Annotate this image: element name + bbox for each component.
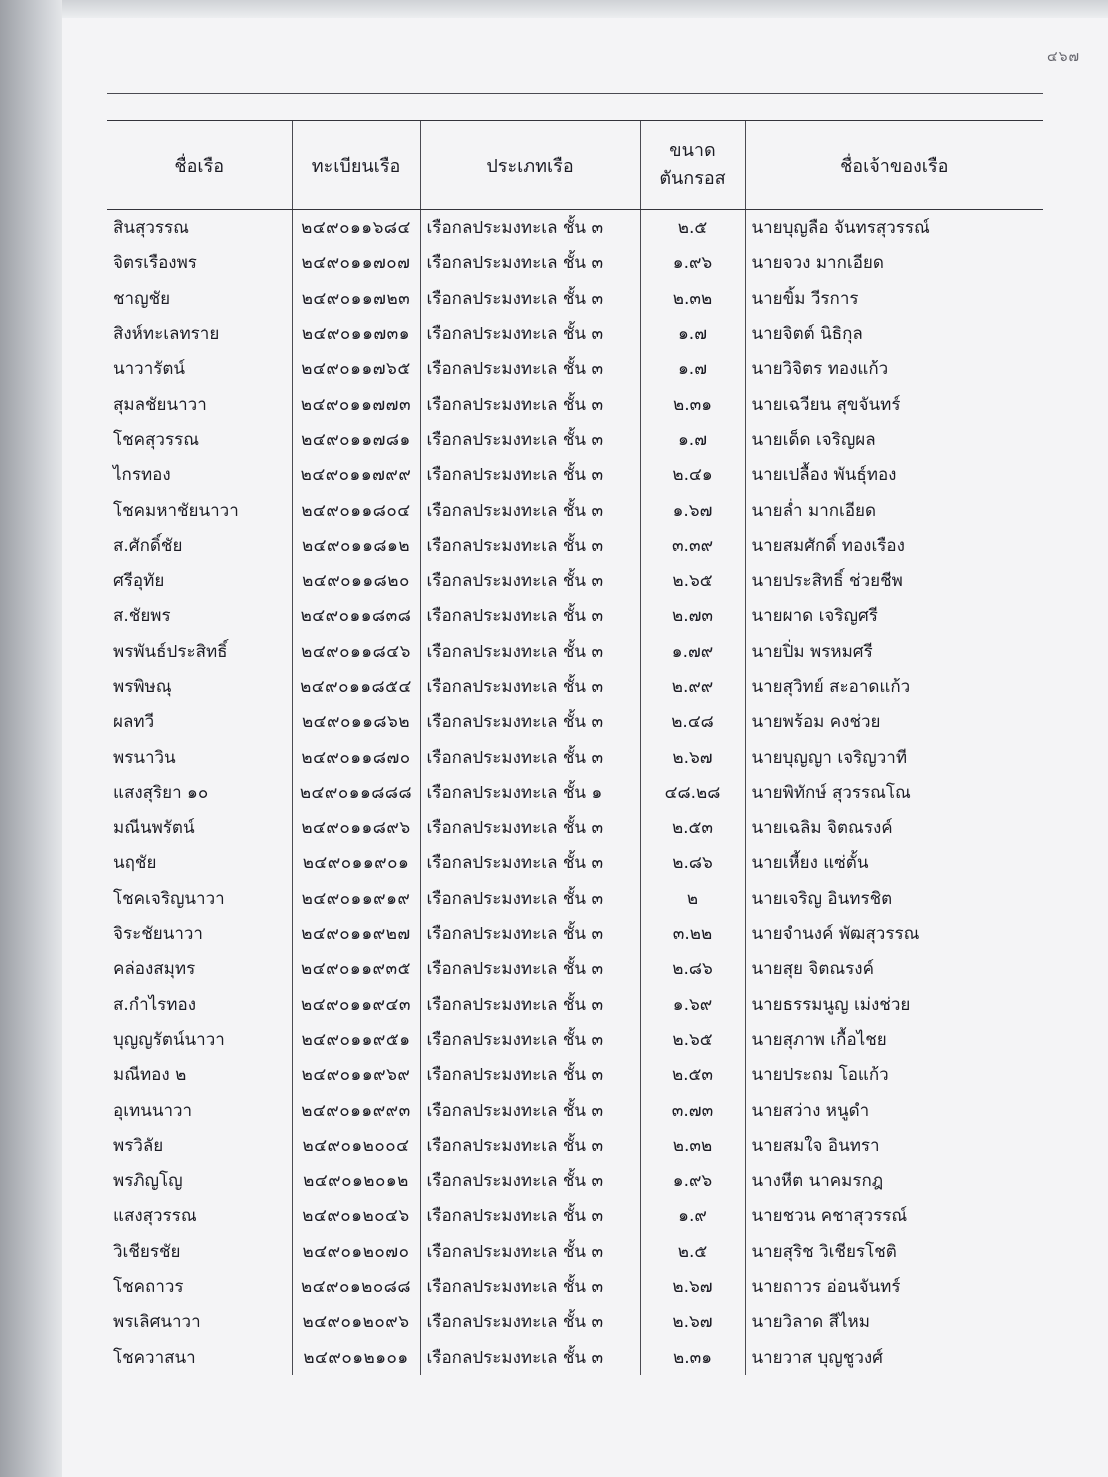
boat-name-cell: โชคถาวร xyxy=(113,1277,184,1298)
boat-name-cell: บุญญรัตน์นาวา xyxy=(113,1029,225,1050)
registration-cell: ๒๔๙๐๑๑๙๔๓ xyxy=(292,987,420,1022)
boat-type-cell: เรือกลประมงทะเล ชั้น ๓ xyxy=(420,1304,640,1339)
owner-cell: นายเหี้ยง แซ่ตั้น xyxy=(745,845,1043,880)
size-cell: ๔๘.๒๘ xyxy=(640,775,745,810)
registration-cell: ๒๔๙๐๑๑๙๒๗ xyxy=(292,916,420,951)
size-cell: ๒.๖๗ xyxy=(640,1304,745,1339)
size-cell: ๑.๙๖ xyxy=(640,1163,745,1198)
table-row xyxy=(107,457,1043,492)
table-row xyxy=(107,1198,1043,1233)
registration-cell: ๒๔๙๐๑๒๑๐๑ xyxy=(292,1340,420,1375)
boat-name-cell: ส.ชัยพร xyxy=(113,606,171,627)
size-cell: ๒.๖๕ xyxy=(640,563,745,598)
size-cell: ๑.๗ xyxy=(640,351,745,386)
owner-cell: นายล่ำ มากเอียด xyxy=(745,492,1043,527)
boat-name-cell: พรพันธ์ประสิทธิ์ xyxy=(113,641,228,662)
boat-type-cell: เรือกลประมงทะเล ชั้น ๓ xyxy=(420,1057,640,1092)
owner-cell: นายเฉวียน สุขจันทร์ xyxy=(745,386,1043,421)
registration-cell: ๒๔๙๐๑๑๗๒๓ xyxy=(292,281,420,316)
boat-type-cell: เรือกลประมงทะเล ชั้น ๓ xyxy=(420,1022,640,1057)
table-row xyxy=(107,245,1043,280)
boat-type-cell: เรือกลประมงทะเล ชั้น ๓ xyxy=(420,881,640,916)
boat-type-cell: เรือกลประมงทะเล ชั้น ๓ xyxy=(420,810,640,845)
owner-cell: นายจวง มากเอียด xyxy=(745,245,1043,280)
owner-cell: นายจิตต์ นิธิกุล xyxy=(745,316,1043,351)
boat-name-cell: นาวารัตน์ xyxy=(113,359,186,380)
size-cell: ๒.๙๙ xyxy=(640,669,745,704)
table-header-row xyxy=(107,121,1043,210)
size-cell: ๒.๕ xyxy=(640,1234,745,1269)
size-cell: ๑.๗๙ xyxy=(640,634,745,669)
owner-cell: นายสุย จิตณรงค์ xyxy=(745,951,1043,986)
header-boat-name: ชื่อเรือ xyxy=(107,121,292,210)
registration-cell: ๒๔๙๐๑๑๘๙๖ xyxy=(292,810,420,845)
owner-cell: นายบุญลือ จันทรสุวรรณ์ xyxy=(745,210,1043,246)
boat-name-cell: โชควาสนา xyxy=(113,1347,196,1368)
table-row xyxy=(107,422,1043,457)
owner-cell: นายผาด เจริญศรี xyxy=(745,598,1043,633)
owner-cell: นายสมศักดิ์ ทองเรือง xyxy=(745,528,1043,563)
registration-cell: ๒๔๙๐๑๑๘๐๔ xyxy=(292,492,420,527)
registration-cell: ๒๔๙๐๑๒๐๐๔ xyxy=(292,1128,420,1163)
size-cell: ๒.๕ xyxy=(640,210,745,246)
table-row xyxy=(107,492,1043,527)
owner-cell: นายธรรมนูญ เม่งช่วย xyxy=(745,987,1043,1022)
size-cell: ๑.๖๗ xyxy=(640,492,745,527)
table-row xyxy=(107,598,1043,633)
boat-type-cell: เรือกลประมงทะเล ชั้น ๓ xyxy=(420,1340,640,1375)
registration-cell: ๒๔๙๐๑๑๘๗๐ xyxy=(292,739,420,774)
table-row xyxy=(107,775,1043,810)
table-row xyxy=(107,634,1043,669)
size-cell: ๒ xyxy=(640,881,745,916)
registration-cell: ๒๔๙๐๑๑๙๓๕ xyxy=(292,951,420,986)
table-row xyxy=(107,1234,1043,1269)
boat-name-cell: พรวิลัย xyxy=(113,1135,164,1156)
boat-type-cell: เรือกลประมงทะเล ชั้น ๓ xyxy=(420,1234,640,1269)
size-cell: ๒.๖๗ xyxy=(640,739,745,774)
top-rule xyxy=(107,93,1043,94)
boat-type-cell: เรือกลประมงทะเล ชั้น ๓ xyxy=(420,916,640,951)
registration-cell: ๒๔๙๐๑๑๘๖๒ xyxy=(292,704,420,739)
boat-type-cell: เรือกลประมงทะเล ชั้น ๓ xyxy=(420,704,640,739)
boat-type-cell: เรือกลประมงทะเล ชั้น ๓ xyxy=(420,281,640,316)
registration-cell: ๒๔๙๐๑๑๗๙๙ xyxy=(292,457,420,492)
table-row xyxy=(107,1022,1043,1057)
page-top-edge xyxy=(62,0,1108,18)
book-binding xyxy=(0,0,62,1477)
owner-cell: นายบุญญา เจริญวาที xyxy=(745,739,1043,774)
boat-name-cell: สุมลชัยนาวา xyxy=(113,394,207,415)
owner-cell: นายพิทักษ์ สุวรรณโณ xyxy=(745,775,1043,810)
owner-cell: นายเฉลิม จิตณรงค์ xyxy=(745,810,1043,845)
boat-name-cell: สินสุวรรณ xyxy=(113,218,189,239)
header-boat-type: ประเภทเรือ xyxy=(420,121,640,210)
size-cell: ๑.๖๙ xyxy=(640,987,745,1022)
size-cell: ๒.๓๒ xyxy=(640,1128,745,1163)
size-cell: ๑.๙ xyxy=(640,1198,745,1233)
header-owner: ชื่อเจ้าของเรือ xyxy=(745,121,1043,210)
boat-name-cell: โชคเจริญนาวา xyxy=(113,888,225,909)
boat-type-cell: เรือกลประมงทะเล ชั้น ๓ xyxy=(420,669,640,704)
boat-name-cell: วิเชียรชัย xyxy=(113,1241,181,1262)
registration-cell: ๒๔๙๐๑๑๘๑๒ xyxy=(292,528,420,563)
boat-type-cell: เรือกลประมงทะเล ชั้น ๓ xyxy=(420,528,640,563)
table-row xyxy=(107,1057,1043,1092)
size-cell: ๒.๔๘ xyxy=(640,704,745,739)
boat-type-cell: เรือกลประมงทะเล ชั้น ๓ xyxy=(420,739,640,774)
registration-cell: ๒๔๙๐๑๒๐๗๐ xyxy=(292,1234,420,1269)
table-row xyxy=(107,704,1043,739)
owner-cell: นายเปลื้อง พันธุ์ทอง xyxy=(745,457,1043,492)
owner-cell: นายประถม โอแก้ว xyxy=(745,1057,1043,1092)
owner-cell: นายสมใจ อินทรา xyxy=(745,1128,1043,1163)
table-row xyxy=(107,1269,1043,1304)
owner-cell: นายจำนงค์ พัฒสุวรรณ xyxy=(745,916,1043,951)
table-row xyxy=(107,210,1043,246)
owner-cell: นายพร้อม คงช่วย xyxy=(745,704,1043,739)
page-number: ๔๖๗ xyxy=(1046,49,1080,65)
boat-name-cell: พรภิญโญ xyxy=(113,1171,183,1192)
boat-type-cell: เรือกลประมงทะเล ชั้น ๓ xyxy=(420,457,640,492)
owner-cell: นายสว่าง หนูดำ xyxy=(745,1092,1043,1127)
boat-type-cell: เรือกลประมงทะเล ชั้น ๓ xyxy=(420,598,640,633)
owner-cell: นายประสิทธิ์ ช่วยชีพ xyxy=(745,563,1043,598)
boat-name-cell: โชคสุวรรณ xyxy=(113,429,199,450)
boat-name-cell: มณีทอง ๒ xyxy=(113,1065,187,1086)
size-cell: ๑.๙๖ xyxy=(640,245,745,280)
owner-cell: นายสุวิทย์ สะอาดแก้ว xyxy=(745,669,1043,704)
size-cell: ๒.๓๑ xyxy=(640,1340,745,1375)
boat-name-cell: โชคมหาชัยนาวา xyxy=(113,500,239,521)
table-row xyxy=(107,386,1043,421)
registration-cell: ๒๔๙๐๑๑๙๙๓ xyxy=(292,1092,420,1127)
table-row xyxy=(107,1163,1043,1198)
boat-type-cell: เรือกลประมงทะเล ชั้น ๓ xyxy=(420,210,640,246)
owner-cell: นายชวน คชาสุวรรณ์ xyxy=(745,1198,1043,1233)
table-row xyxy=(107,881,1043,916)
size-cell: ๓.๓๙ xyxy=(640,528,745,563)
size-cell: ๓.๗๓ xyxy=(640,1092,745,1127)
table-row xyxy=(107,351,1043,386)
boat-name-cell: พรพิษณุ xyxy=(113,677,172,697)
registration-cell: ๒๔๙๐๑๑๙๐๑ xyxy=(292,845,420,880)
table-row xyxy=(107,845,1043,880)
registration-cell: ๒๔๙๐๑๑๗๐๗ xyxy=(292,245,420,280)
boat-registry-table xyxy=(107,120,1043,1375)
boat-name-cell: มณีนพรัตน์ xyxy=(113,818,195,839)
boat-type-cell: เรือกลประมงทะเล ชั้น ๓ xyxy=(420,1198,640,1233)
boat-type-cell: เรือกลประมงทะเล ชั้น ๓ xyxy=(420,845,640,880)
boat-type-cell: เรือกลประมงทะเล ชั้น ๓ xyxy=(420,634,640,669)
registration-cell: ๒๔๙๐๑๑๘๒๐ xyxy=(292,563,420,598)
registration-cell: ๒๔๙๐๑๑๗๘๑ xyxy=(292,422,420,457)
boat-name-cell: คล่องสมุทร xyxy=(113,959,196,980)
registration-cell: ๒๔๙๐๑๑๘๘๘ xyxy=(292,775,420,810)
owner-cell: นางหีต นาคมรกฎ xyxy=(745,1163,1043,1198)
registration-cell: ๒๔๙๐๑๑๙๕๑ xyxy=(292,1022,420,1057)
boat-type-cell: เรือกลประมงทะเล ชั้น ๓ xyxy=(420,492,640,527)
registration-cell: ๒๔๙๐๑๑๙๖๙ xyxy=(292,1057,420,1092)
boat-type-cell: เรือกลประมงทะเล ชั้น ๓ xyxy=(420,1163,640,1198)
table-row xyxy=(107,810,1043,845)
size-cell: ๒.๓๒ xyxy=(640,281,745,316)
boat-name-cell: จิระชัยนาวา xyxy=(113,924,203,945)
registration-cell: ๒๔๙๐๑๒๐๙๖ xyxy=(292,1304,420,1339)
registration-cell: ๒๔๙๐๑๒๐๑๒ xyxy=(292,1163,420,1198)
registration-cell: ๒๔๙๐๑๑๗๓๑ xyxy=(292,316,420,351)
owner-cell: นายวาส บุญชูวงศ์ xyxy=(745,1340,1043,1375)
boat-type-cell: เรือกลประมงทะเล ชั้น ๓ xyxy=(420,351,640,386)
table-row xyxy=(107,1128,1043,1163)
registration-cell: ๒๔๙๐๑๑๗๗๓ xyxy=(292,386,420,421)
size-cell: ๒.๓๑ xyxy=(640,386,745,421)
table-row xyxy=(107,1304,1043,1339)
boat-name-cell: อุเทนนาวา xyxy=(113,1100,193,1121)
size-cell: ๑.๗ xyxy=(640,316,745,351)
owner-cell: นายวิลาด สีไหม xyxy=(745,1304,1043,1339)
table-body xyxy=(107,210,1043,1375)
boat-name-cell: พรนาวิน xyxy=(113,747,176,768)
boat-name-cell: ไกรทอง xyxy=(113,465,171,486)
boat-type-cell: เรือกลประมงทะเล ชั้น ๓ xyxy=(420,386,640,421)
registration-cell: ๒๔๙๐๑๑๘๓๘ xyxy=(292,598,420,633)
size-cell: ๒.๗๓ xyxy=(640,598,745,633)
boat-name-cell: นฤชัย xyxy=(113,853,157,874)
table-row xyxy=(107,563,1043,598)
table-row xyxy=(107,951,1043,986)
owner-cell: นายถาวร อ่อนจันทร์ xyxy=(745,1269,1043,1304)
boat-type-cell: เรือกลประมงทะเล ชั้น ๓ xyxy=(420,245,640,280)
table-row xyxy=(107,316,1043,351)
boat-type-cell: เรือกลประมงทะเล ชั้น ๓ xyxy=(420,563,640,598)
owner-cell: นายสุริช วิเชียรโชติ xyxy=(745,1234,1043,1269)
size-cell: ๒.๖๗ xyxy=(640,1269,745,1304)
table-row xyxy=(107,281,1043,316)
registration-cell: ๒๔๙๐๑๒๐๔๖ xyxy=(292,1198,420,1233)
registration-cell: ๒๔๙๐๑๑๘๔๖ xyxy=(292,634,420,669)
table-row xyxy=(107,916,1043,951)
owner-cell: นายวิจิตร ทองแก้ว xyxy=(745,351,1043,386)
boat-type-cell: เรือกลประมงทะเล ชั้น ๓ xyxy=(420,987,640,1022)
table-row xyxy=(107,739,1043,774)
boat-type-cell: เรือกลประมงทะเล ชั้น ๓ xyxy=(420,1269,640,1304)
boat-name-cell: พรเลิศนาวา xyxy=(113,1312,201,1333)
owner-cell: นายขิ้ม วีรการ xyxy=(745,281,1043,316)
table-row xyxy=(107,669,1043,704)
boat-type-cell: เรือกลประมงทะเล ชั้น ๓ xyxy=(420,316,640,351)
registration-cell: ๒๔๙๐๑๑๘๕๔ xyxy=(292,669,420,704)
boat-name-cell: ส.ศักดิ์ชัย xyxy=(113,535,183,556)
header-size-tonnage: ขนาด ตันกรอส xyxy=(640,121,745,210)
boat-name-cell: สิงห์ทะเลทราย xyxy=(113,324,220,345)
boat-name-cell: แสงสุริยา ๑๐ xyxy=(113,782,209,803)
size-cell: ๒.๘๖ xyxy=(640,951,745,986)
owner-cell: นายสุภาพ เกื้อไชย xyxy=(745,1022,1043,1057)
boat-type-cell: เรือกลประมงทะเล ชั้น ๓ xyxy=(420,951,640,986)
registration-cell: ๒๔๙๐๑๑๙๑๙ xyxy=(292,881,420,916)
size-cell: ๒.๘๖ xyxy=(640,845,745,880)
boat-type-cell: เรือกลประมงทะเล ชั้น ๓ xyxy=(420,1128,640,1163)
boat-type-cell: เรือกลประมงทะเล ชั้น ๓ xyxy=(420,422,640,457)
boat-name-cell: ส.กำไรทอง xyxy=(113,994,197,1015)
size-cell: ๒.๕๓ xyxy=(640,810,745,845)
boat-name-cell: แสงสุวรรณ xyxy=(113,1206,197,1227)
size-cell: ๒.๖๕ xyxy=(640,1022,745,1057)
table-row xyxy=(107,528,1043,563)
size-cell: ๑.๗ xyxy=(640,422,745,457)
table-row xyxy=(107,1340,1043,1375)
size-cell: ๓.๒๒ xyxy=(640,916,745,951)
owner-cell: นายเด็ด เจริญผล xyxy=(745,422,1043,457)
boat-type-cell: เรือกลประมงทะเล ชั้น ๓ xyxy=(420,1092,640,1127)
boat-name-cell: จิตรเรืองพร xyxy=(113,253,197,274)
registration-cell: ๒๔๙๐๑๑๖๘๔ xyxy=(292,210,420,246)
boat-type-cell: เรือกลประมงทะเล ชั้น ๑ xyxy=(420,775,640,810)
registration-cell: ๒๔๙๐๑๒๐๘๘ xyxy=(292,1269,420,1304)
owner-cell: นายเจริญ อินทรชิต xyxy=(745,881,1043,916)
document-page xyxy=(62,18,1108,1477)
table-row xyxy=(107,987,1043,1022)
table-row xyxy=(107,1092,1043,1127)
boat-name-cell: ชาญชัย xyxy=(113,288,171,309)
boat-name-cell: ผลทวี xyxy=(113,712,155,733)
size-cell: ๒.๕๓ xyxy=(640,1057,745,1092)
header-registration: ทะเบียนเรือ xyxy=(292,121,420,210)
boat-name-cell: ศรีอุทัย xyxy=(113,571,165,592)
size-cell: ๒.๔๑ xyxy=(640,457,745,492)
registration-cell: ๒๔๙๐๑๑๗๖๕ xyxy=(292,351,420,386)
owner-cell: นายปิ่ม พรหมศรี xyxy=(745,634,1043,669)
